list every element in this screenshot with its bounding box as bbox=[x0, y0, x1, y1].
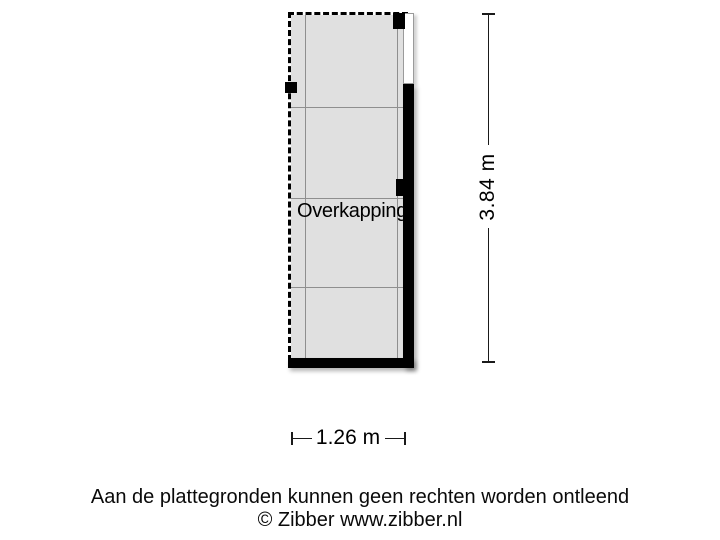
grid-line-vertical-left bbox=[305, 15, 306, 358]
height-dimension-segment-lower bbox=[488, 228, 490, 361]
wall-right bbox=[403, 84, 414, 368]
height-dimension-label: 3.84 m bbox=[476, 153, 499, 221]
width-dimension-label: 1.26 m bbox=[315, 426, 381, 449]
post-mid-right bbox=[396, 179, 404, 196]
grid-line-horizontal-3 bbox=[291, 287, 403, 288]
width-dimension-segment-right bbox=[385, 438, 404, 440]
wall-bottom bbox=[288, 358, 414, 368]
width-dimension-segment-left bbox=[293, 438, 312, 440]
width-dimension-tick-right bbox=[404, 432, 406, 445]
height-dimension-segment-upper bbox=[488, 15, 490, 145]
room-label: Overkapping bbox=[296, 200, 408, 222]
post-left bbox=[285, 82, 297, 93]
grid-line-horizontal-2 bbox=[291, 198, 403, 199]
height-dimension-tick-bottom bbox=[482, 361, 495, 363]
post-top-right bbox=[393, 13, 405, 29]
footer-copyright: © Zibber www.zibber.nl bbox=[257, 508, 463, 531]
room-floor-area bbox=[291, 15, 403, 358]
footer-disclaimer: Aan de plattegronden kunnen geen rechten worden ontleend bbox=[90, 486, 630, 508]
footer bbox=[0, 486, 720, 531]
grid-line-horizontal-1 bbox=[291, 107, 403, 108]
